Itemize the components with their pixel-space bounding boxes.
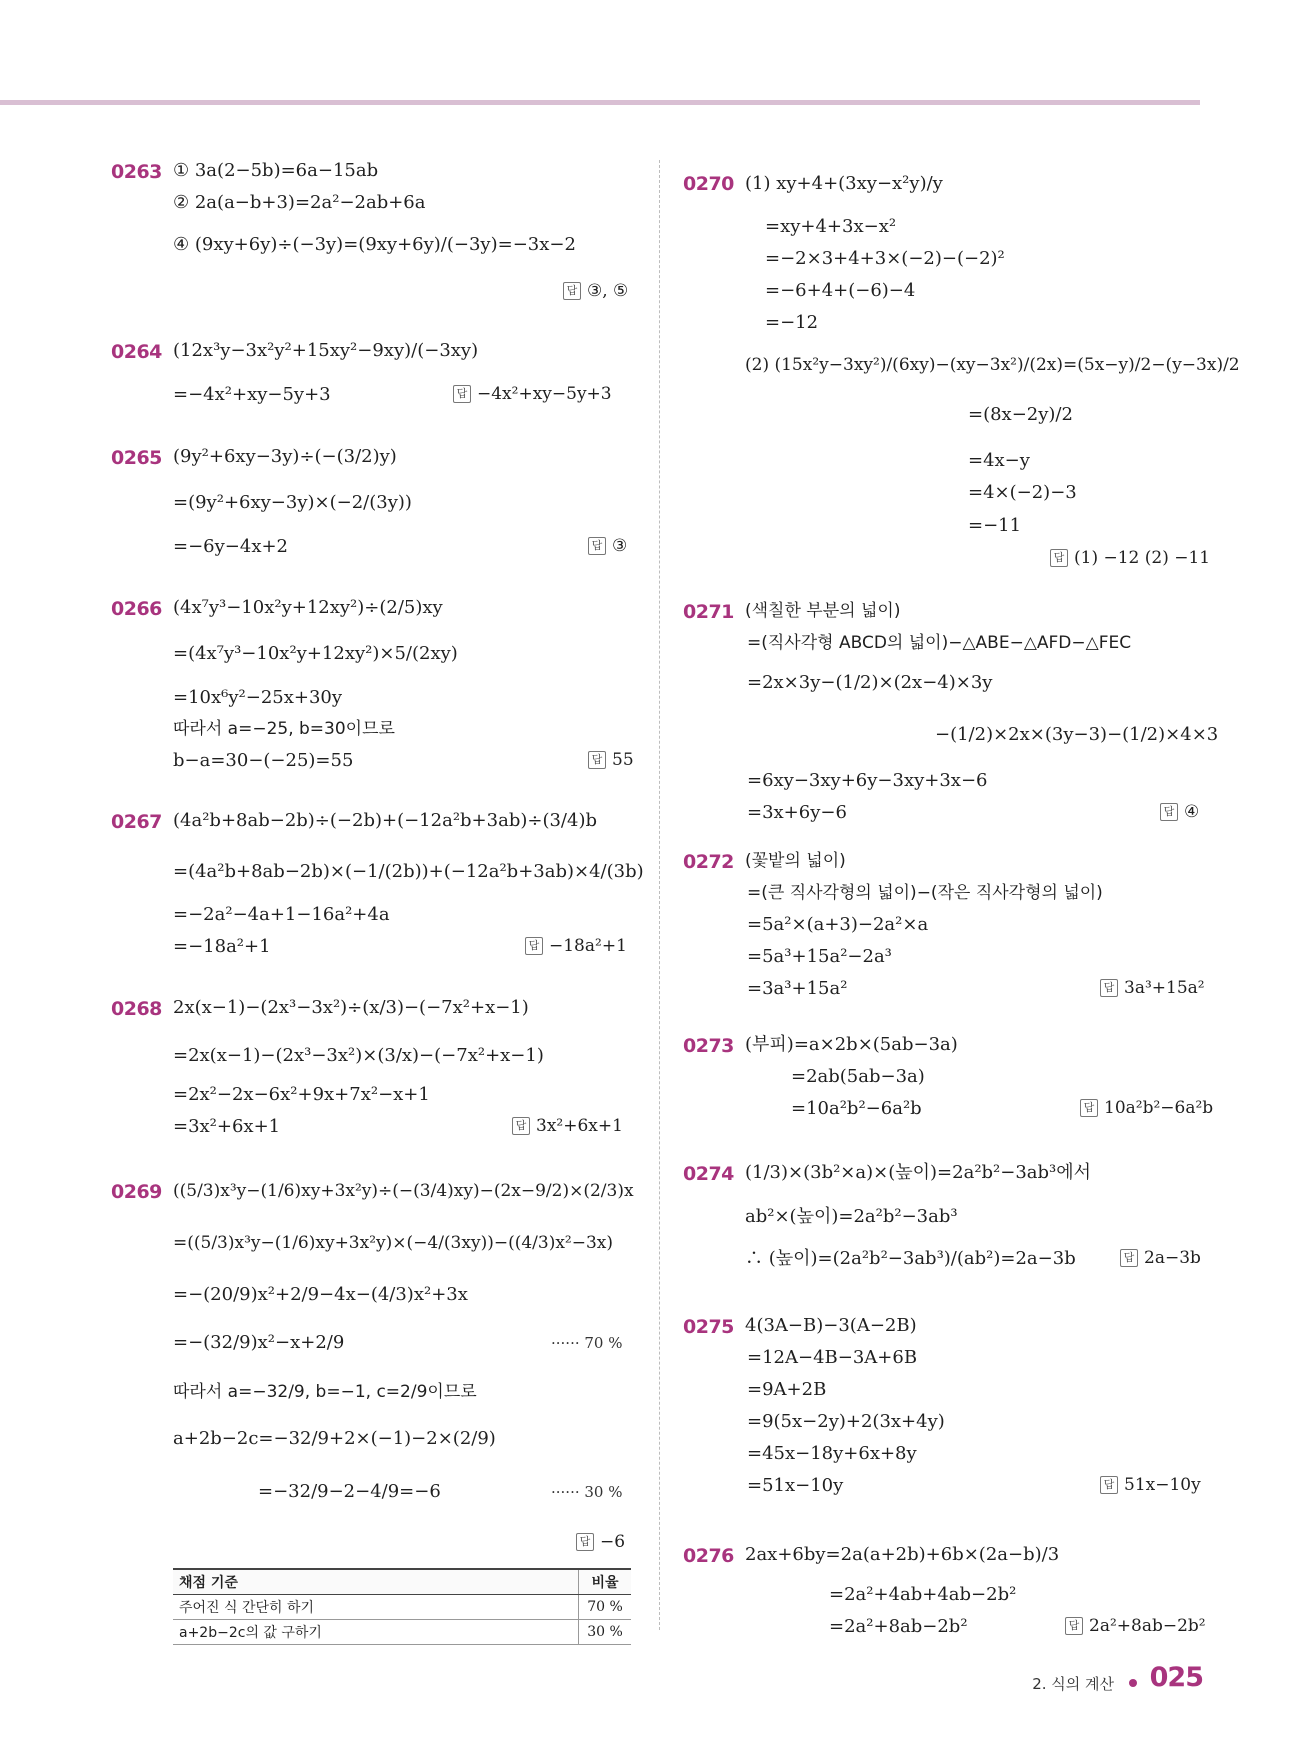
solution-line: =6xy−3xy+6y−3xy+3x−6: [747, 770, 988, 791]
problem-number: 0271: [683, 601, 734, 623]
solution-line: =10a²b²−6a²b: [791, 1098, 922, 1119]
solution-line: =(큰 직사각형의 넓이)−(작은 직사각형의 넓이): [747, 883, 1103, 903]
answer: 답 3a³+15a²: [1100, 978, 1205, 998]
solution-line: =−(32/9)x²−x+2/9: [173, 1332, 345, 1353]
grading-header: 비율: [579, 1569, 632, 1595]
solution-line: =2a²+4ab+4ab−2b²: [829, 1584, 1017, 1605]
solution-line: ② 2a(a−b+3)=2a²−2ab+6a: [173, 192, 426, 213]
grading-criterion: 주어진 식 간단히 하기: [173, 1595, 579, 1620]
problem-number: 0267: [111, 811, 162, 833]
problem-number: 0270: [683, 173, 734, 195]
grading-ratio: 30 %: [579, 1620, 632, 1645]
solution-line: (2) (15x²y−3xy²)/(6xy)−(xy−3x²)/(2x)=(5x−y)/2−(y−3x)/2: [745, 355, 1240, 375]
answer-badge: 답: [525, 937, 543, 955]
solution-line: =−6y−4x+2: [173, 536, 289, 557]
grading-row: [173, 1595, 631, 1620]
solution-line: ab²×(높이)=2a²b²−3ab³: [745, 1206, 958, 1227]
solution-line: (9y²+6xy−3y)÷(−(3/2)y): [173, 446, 397, 467]
solution-line: =10x⁶y²−25x+30y: [173, 687, 343, 708]
solution-line: =2a²+8ab−2b²: [829, 1616, 968, 1637]
answer: 답 55: [588, 750, 634, 770]
answer-badge: 답: [563, 282, 581, 300]
solution-line: =(4x⁷y³−10x²y+12xy²)×5/(2xy): [173, 643, 458, 664]
solution-line: =4x−y: [968, 450, 1030, 471]
solution-line: =3x+6y−6: [747, 802, 847, 823]
solution-line: =51x−10y: [747, 1475, 844, 1496]
solution-line: =(4a²b+8ab−2b)×(−1/(2b))+(−12a²b+3ab)×4/(3b): [173, 861, 644, 882]
solution-line: =9A+2B: [747, 1379, 827, 1400]
top-accent-bar: [0, 100, 1200, 105]
solution-line: =5a²×(a+3)−2a²×a: [747, 914, 929, 935]
answer: 답 51x−10y: [1100, 1475, 1201, 1495]
answer: 답 2a²+8ab−2b²: [1065, 1616, 1206, 1636]
answer-badge: 답: [1100, 1476, 1118, 1494]
solution-line: 4(3A−B)−3(A−2B): [745, 1315, 917, 1336]
solution-line: (12x³y−3x²y²+15xy²−9xy)/(−3xy): [173, 340, 479, 361]
answer-badge: 답: [588, 537, 606, 555]
solution-line: 2ax+6by=2a(a+2b)+6b×(2a−b)/3: [745, 1544, 1060, 1565]
solution-line: =xy+4+3x−x²: [765, 216, 897, 237]
problem-number: 0264: [111, 341, 162, 363]
problem-number: 0276: [683, 1545, 734, 1567]
solution-line: =(8x−2y)/2: [968, 404, 1073, 425]
grading-ratio: 70 %: [579, 1595, 632, 1620]
solution-line: =4×(−2)−3: [968, 482, 1077, 503]
problem-number: 0273: [683, 1035, 734, 1057]
solution-line: =−6+4+(−6)−4: [765, 280, 916, 301]
solution-line: a+2b−2c=−32/9+2×(−1)−2×(2/9): [173, 1428, 496, 1449]
solution-line: =−2×3+4+3×(−2)−(−2)²: [765, 248, 1005, 269]
answer-badge: 답: [1100, 979, 1118, 997]
grading-row: [173, 1620, 631, 1645]
partial-score: ······ 70 %: [551, 1334, 623, 1352]
solution-line: (색칠한 부분의 넓이): [745, 601, 901, 621]
solution-line: =3x²+6x+1: [173, 1116, 281, 1137]
solution-line: =2ab(5ab−3a): [791, 1066, 925, 1087]
solution-line: −(1/2)×2x×(3y−3)−(1/2)×4×3: [935, 724, 1219, 745]
solution-line: =3a³+15a²: [747, 978, 848, 999]
answer: 답 10a²b²−6a²b: [1080, 1098, 1213, 1118]
answer-badge: 답: [1160, 803, 1178, 821]
answer-badge: 답: [512, 1117, 530, 1135]
solution-line: (1/3)×(3b²×a)×(높이)=2a²b²−3ab³에서: [745, 1162, 1092, 1183]
grading-table: [173, 1568, 631, 1645]
solution-line: =2x(x−1)−(2x³−3x²)×(3/x)−(−7x²+x−1): [173, 1045, 544, 1066]
solution-line: =(9y²+6xy−3y)×(−2/(3y)): [173, 492, 412, 513]
solution-line: =−2a²−4a+1−16a²+4a: [173, 904, 390, 925]
page-number: 025: [1149, 1662, 1203, 1693]
solution-line: 따라서 a=−32/9, b=−1, c=2/9이므로: [173, 1382, 477, 1402]
problem-number: 0275: [683, 1316, 734, 1338]
solution-line: =5a³+15a²−2a³: [747, 946, 892, 967]
solution-line: =−12: [765, 312, 819, 333]
answer: 답 (1) −12 (2) −11: [1050, 548, 1210, 568]
answer-badge: 답: [453, 385, 471, 403]
solution-line: ④ (9xy+6y)÷(−3y)=(9xy+6y)/(−3y)=−3x−2: [173, 234, 576, 255]
solution-line: ① 3a(2−5b)=6a−15ab: [173, 160, 379, 181]
solution-line: (1) xy+4+(3xy−x²y)/y: [745, 173, 943, 194]
solution-line: =−(20/9)x²+2/9−4x−(4/3)x²+3x: [173, 1284, 468, 1305]
solution-line: 2x(x−1)−(2x³−3x²)÷(x/3)−(−7x²+x−1): [173, 997, 529, 1018]
solution-line: =9(5x−2y)+2(3x+4y): [747, 1411, 945, 1432]
answer: 답 ③, ⑤: [563, 281, 628, 301]
solution-line: =−11: [968, 515, 1022, 536]
partial-score: ······ 30 %: [551, 1483, 623, 1501]
grading-criterion: a+2b−2c의 값 구하기: [173, 1620, 579, 1645]
answer-badge: 답: [1050, 549, 1068, 567]
solution-line: (부피)=a×2b×(5ab−3a): [745, 1034, 958, 1055]
chapter-label: 2. 식의 계산: [1032, 1675, 1114, 1693]
solution-line: =−18a²+1: [173, 936, 271, 957]
solution-line: b−a=30−(−25)=55: [173, 750, 354, 771]
grading-header-row: [173, 1569, 631, 1595]
solution-line: (4x⁷y³−10x²y+12xy²)÷(2/5)xy: [173, 597, 443, 618]
solution-line: =2x²−2x−6x²+9x+7x²−x+1: [173, 1084, 430, 1105]
grading-header: 채점 기준: [173, 1569, 579, 1595]
solution-line: ((5/3)x³y−(1/6)xy+3x²y)÷(−(3/4)xy)−(2x−9/2)×(2/3)x: [173, 1181, 634, 1201]
answer: 답 −4x²+xy−5y+3: [453, 384, 612, 404]
solution-line: ∴ (높이)=(2a²b²−3ab³)/(ab²)=2a−3b: [745, 1248, 1076, 1269]
problem-number: 0268: [111, 998, 162, 1020]
problem-number: 0269: [111, 1181, 162, 1203]
solution-line: (4a²b+8ab−2b)÷(−2b)+(−12a²b+3ab)÷(3/4)b: [173, 810, 597, 831]
solution-line: =−4x²+xy−5y+3: [173, 384, 331, 405]
answer: 답 3x²+6x+1: [512, 1116, 623, 1136]
problem-number: 0266: [111, 598, 162, 620]
solution-line: =−32/9−2−4/9=−6: [258, 1481, 441, 1502]
solution-line: =(직사각형 ABCD의 넓이)−△ABE−△AFD−△FEC: [747, 633, 1132, 653]
solution-line: =2x×3y−(1/2)×(2x−4)×3y: [747, 672, 993, 693]
problem-number: 0274: [683, 1163, 734, 1185]
solution-line: =12A−4B−3A+6B: [747, 1347, 918, 1368]
solution-line: =((5/3)x³y−(1/6)xy+3x²y)×(−4/(3xy))−((4/3)x²−3x): [173, 1233, 614, 1253]
answer: 답 2a−3b: [1120, 1248, 1201, 1268]
answer-badge: 답: [576, 1533, 594, 1551]
solution-line: =45x−18y+6x+8y: [747, 1443, 917, 1464]
answer-badge: 답: [1120, 1249, 1138, 1267]
problem-number: 0263: [111, 161, 162, 183]
problem-number: 0272: [683, 851, 734, 873]
solution-line: 따라서 a=−25, b=30이므로: [173, 719, 395, 739]
answer-badge: 답: [588, 751, 606, 769]
solution-line: (꽃밭의 넓이): [745, 851, 846, 871]
bullet-icon: [1129, 1679, 1137, 1687]
answer: 답 −18a²+1: [525, 936, 627, 956]
problem-number: 0265: [111, 447, 162, 469]
column-divider: [659, 160, 660, 1630]
answer-badge: 답: [1080, 1099, 1098, 1117]
answer-badge: 답: [1065, 1617, 1083, 1635]
answer: 답 −6: [576, 1532, 625, 1552]
answer: 답 ③: [588, 536, 627, 556]
answer: 답 ④: [1160, 802, 1199, 822]
